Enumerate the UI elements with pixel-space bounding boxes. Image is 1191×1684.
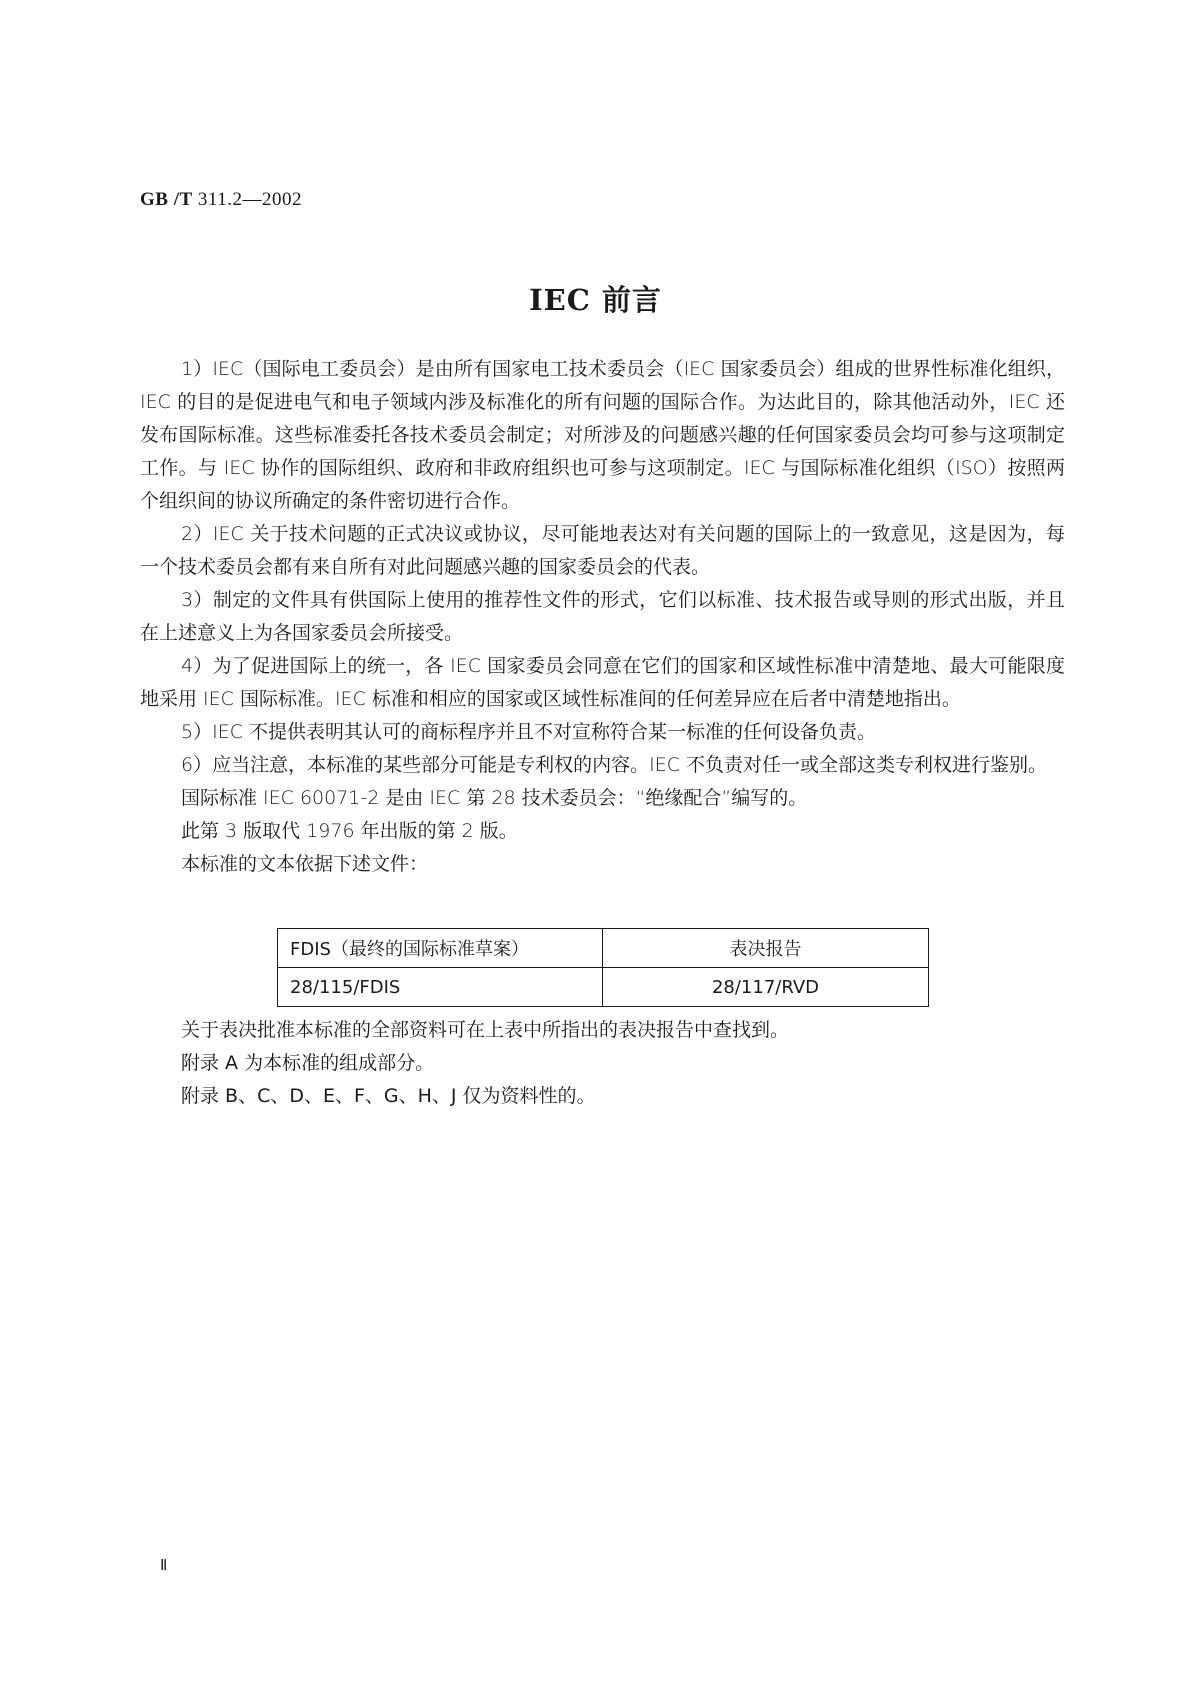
paragraph-annexes-informative: 附录 B、C、D、E、F、G、H、J 仅为资料性的。 xyxy=(181,1085,596,1107)
foreword-body xyxy=(140,353,1065,881)
table-header-cell: FDIS（最终的国际标准草案） xyxy=(278,929,603,968)
table-cell: 28/115/FDIS xyxy=(278,968,603,1007)
page-title: IEC 前言 xyxy=(529,283,662,317)
paragraph-annex-a: 附录 A 为本标准的组成部分。 xyxy=(181,1052,435,1074)
table-row xyxy=(278,968,929,1007)
paragraph-edition: 此第 3 版取代 1976 年出版的第 2 版。 xyxy=(181,820,518,842)
after-table-text xyxy=(140,1014,1065,1113)
table-header-cell: 表决报告 xyxy=(603,929,929,968)
standard-prefix: GB /T xyxy=(140,189,193,210)
paragraph-5: 5）IEC 不提供表明其认可的商标程序并且不对宣称符合某一标准的任何设备负责。 xyxy=(181,721,877,743)
standard-code xyxy=(140,189,302,211)
page-number: Ⅱ xyxy=(160,1558,168,1574)
paragraph-standard-info: 国际标准 IEC 60071-2 是由 IEC 第 28 技术委员会：“绝缘配合”编写的。 xyxy=(181,787,808,809)
paragraph-based-on: 本标准的文本依据下述文件： xyxy=(181,853,429,875)
paragraph-4: 4）为了促进国际上的统一，各 IEC 国家委员会同意在它们的国家和区域性标准中清楚地、最大可能限度地采用 IEC 国际标准。IEC 标准和相应的国家或区域性标准间的任何差异应在后者中清楚地指出。 xyxy=(140,655,1065,710)
table-cell: 28/117/RVD xyxy=(603,968,929,1007)
standard-number: 311.2—2002 xyxy=(197,189,302,210)
paragraph-2: 2）IEC 关于技术问题的正式决议或协议，尽可能地表达对有关问题的国际上的一致意见，这是因为，每一个技术委员会都有来自所有对此问题感兴趣的国家委员会的代表。 xyxy=(140,523,1065,578)
documents-table xyxy=(277,928,929,1007)
table-header-row xyxy=(278,929,929,968)
paragraph-1: 1）IEC（国际电工委员会）是由所有国家电工技术委员会（IEC 国家委员会）组成的世界性标准化组织，IEC 的目的是促进电气和电子领域内涉及标准化的所有问题的国际合作。为达此目的，除其他活动外，IEC 还发布国际标准。这些标准委托各技术委员会制定；对所涉及的问题感兴趣的任何国家委员会均可参与这项制定工作。与 IEC 协作的国际组织、政府和非政府组织也可参与这项制定。IEC 与国际标准化组织（ISO）按照两个组织间的协议所确定的条件密切进行合作。 xyxy=(140,358,1065,512)
paragraph-voting-info: 关于表决批准本标准的全部资料可在上表中所指出的表决报告中查找到。 xyxy=(181,1019,790,1041)
paragraph-3: 3）制定的文件具有供国际上使用的推荐性文件的形式，它们以标准、技术报告或导则的形式出版，并且在上述意义上为各国家委员会所接受。 xyxy=(140,589,1065,644)
paragraph-6: 6）应当注意，本标准的某些部分可能是专利权的内容。IEC 不负责对任一或全部这类专利权进行鉴别。 xyxy=(181,754,1048,776)
